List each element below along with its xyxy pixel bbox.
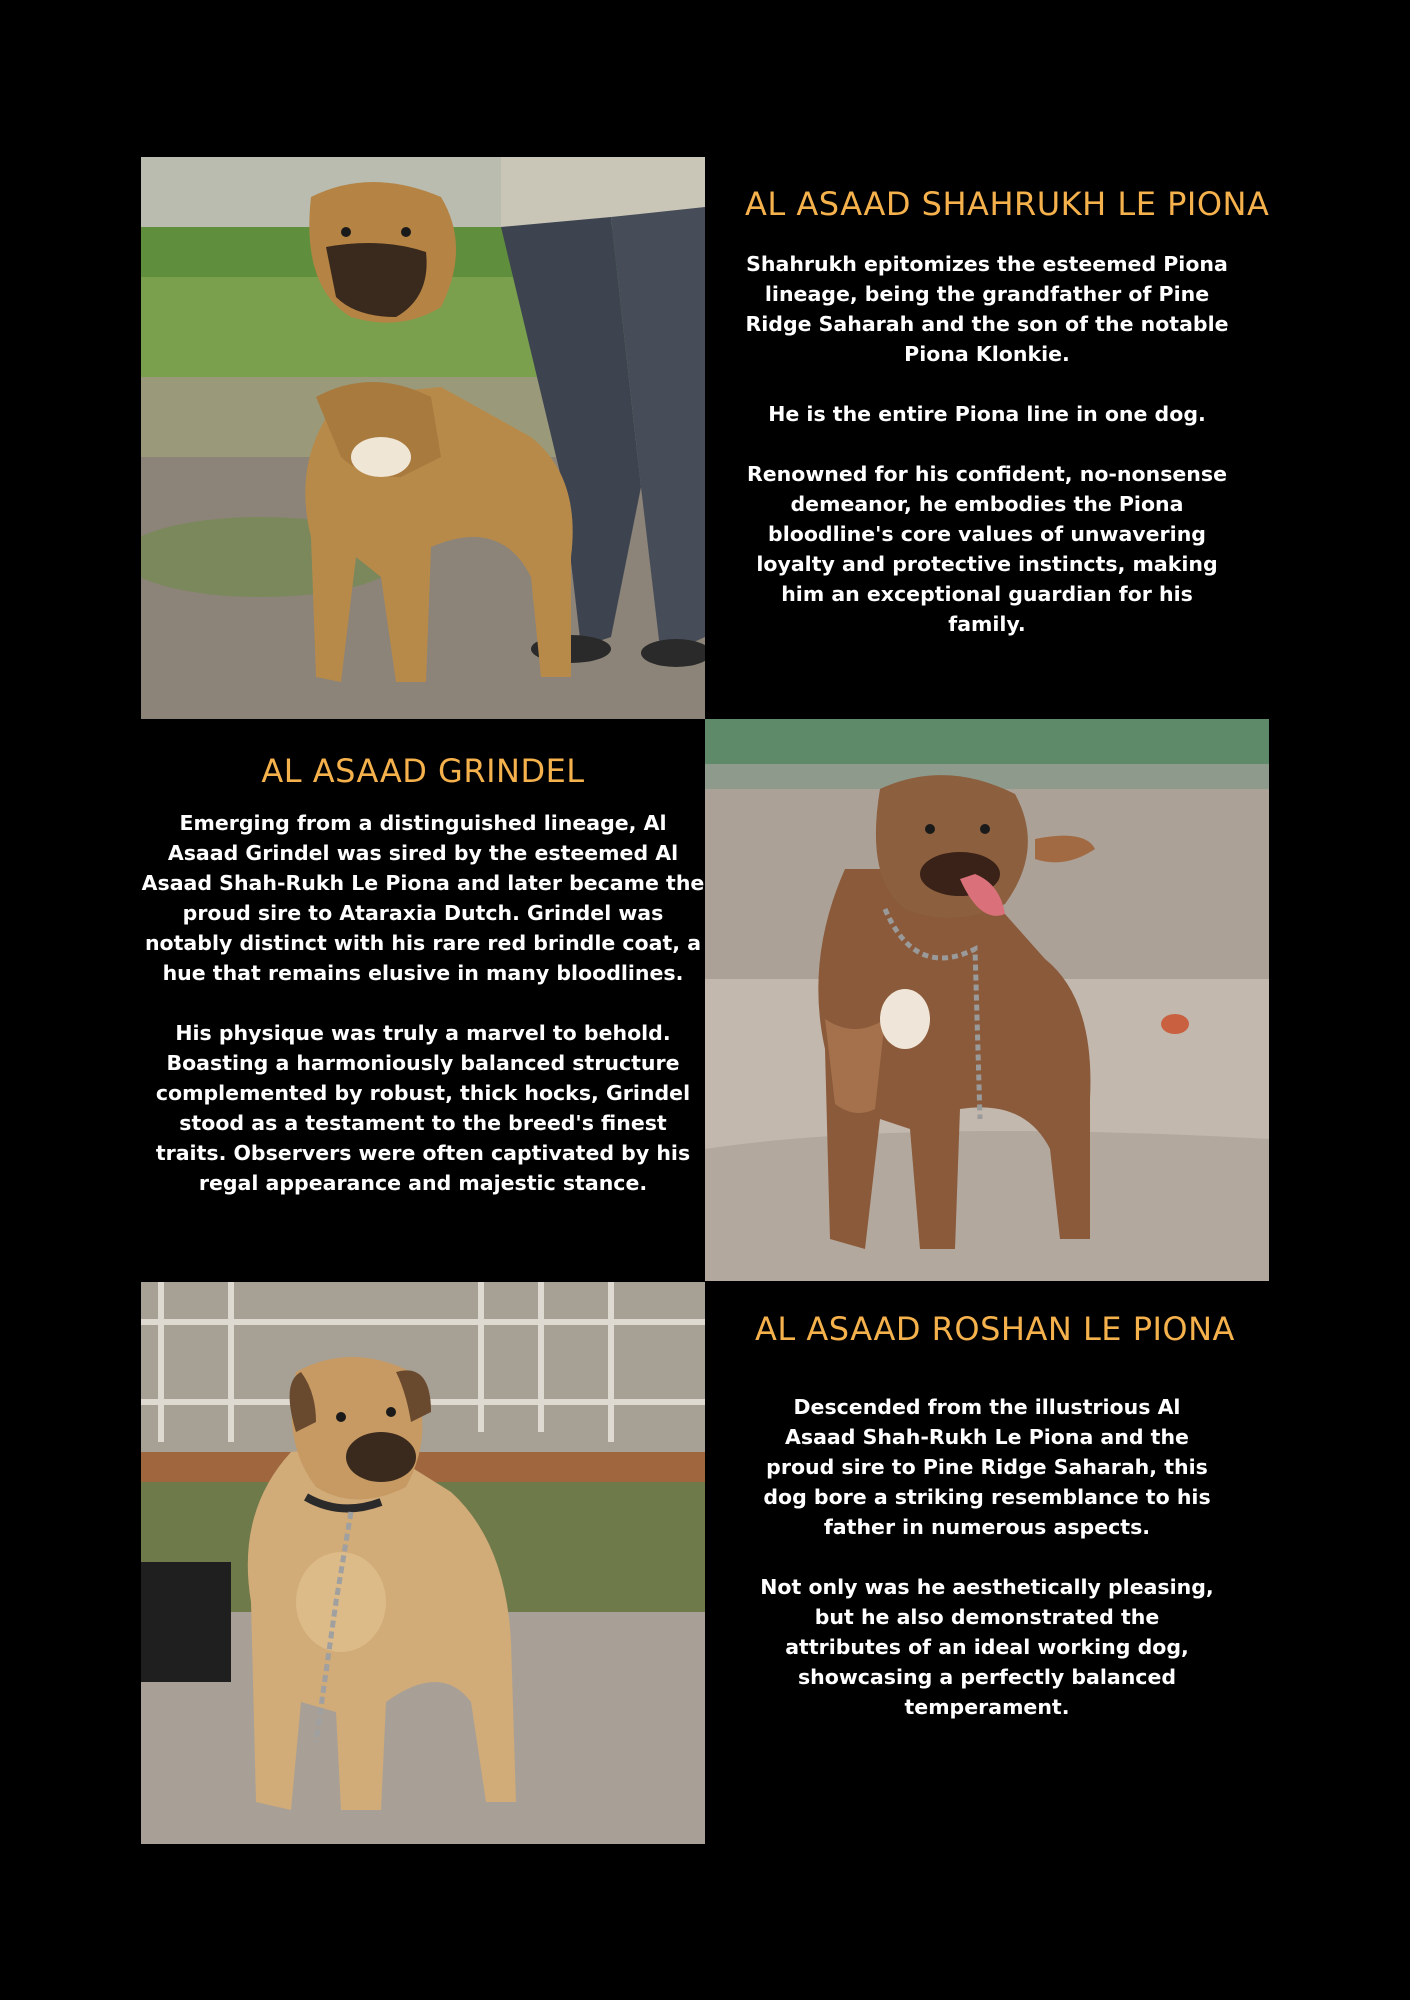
description-paragraph: His physique was truly a marvel to behold. Boasting a harmoniously balanced structure complemented by robust, thick hocks, Grindel stood as a testament to the breed's finest traits. Observers were often captivated by his regal appearance and majestic stance. — [155, 1021, 691, 1195]
dog-name-title: AL ASAAD GRINDEL — [261, 752, 585, 790]
section-roshan — [705, 1310, 1269, 1722]
section-shahrukh — [705, 185, 1269, 639]
description-paragraph: Renowned for his confident, no-nonsense demeanor, he embodies the Piona bloodline's core values of unwavering loyalty and protective instincts, making him an exceptional guardian for his family. — [746, 462, 1227, 636]
dog-photo-shahrukh — [141, 157, 705, 719]
dog-photo-grindel — [705, 719, 1269, 1281]
description-paragraph: Descended from the illustrious Al Asaad Shah-Rukh Le Piona and the proud sire to Pine Ridge Saharah, this dog bore a striking resemblance to his father in numerous aspects. — [763, 1395, 1211, 1539]
description-paragraph: Shahrukh epitomizes the esteemed Piona lineage, being the grandfather of Pine Ridge Saharah and the son of the notable Piona Klonkie. — [745, 252, 1229, 366]
dog-photo-roshan — [141, 1282, 705, 1844]
dog-name-title: AL ASAAD ROSHAN LE PIONA — [755, 1310, 1235, 1348]
description-paragraph: Not only was he aesthetically pleasing, but he also demonstrated the attributes of an ideal working dog, showcasing a perfectly balanced temperament. — [760, 1575, 1214, 1719]
section-grindel — [141, 752, 705, 1198]
dog-name-title: AL ASAAD SHAHRUKH LE PIONA — [745, 185, 1270, 223]
description-paragraph: He is the entire Piona line in one dog. — [768, 402, 1206, 426]
description-paragraph: Emerging from a distinguished lineage, Al Asaad Grindel was sired by the esteemed Al Asaad Shah-Rukh Le Piona and later became the proud sire to Ataraxia Dutch. Grindel was notably distinct with his rare red brindle coat, a hue that remains elusive in many bloodlines. — [141, 811, 705, 985]
